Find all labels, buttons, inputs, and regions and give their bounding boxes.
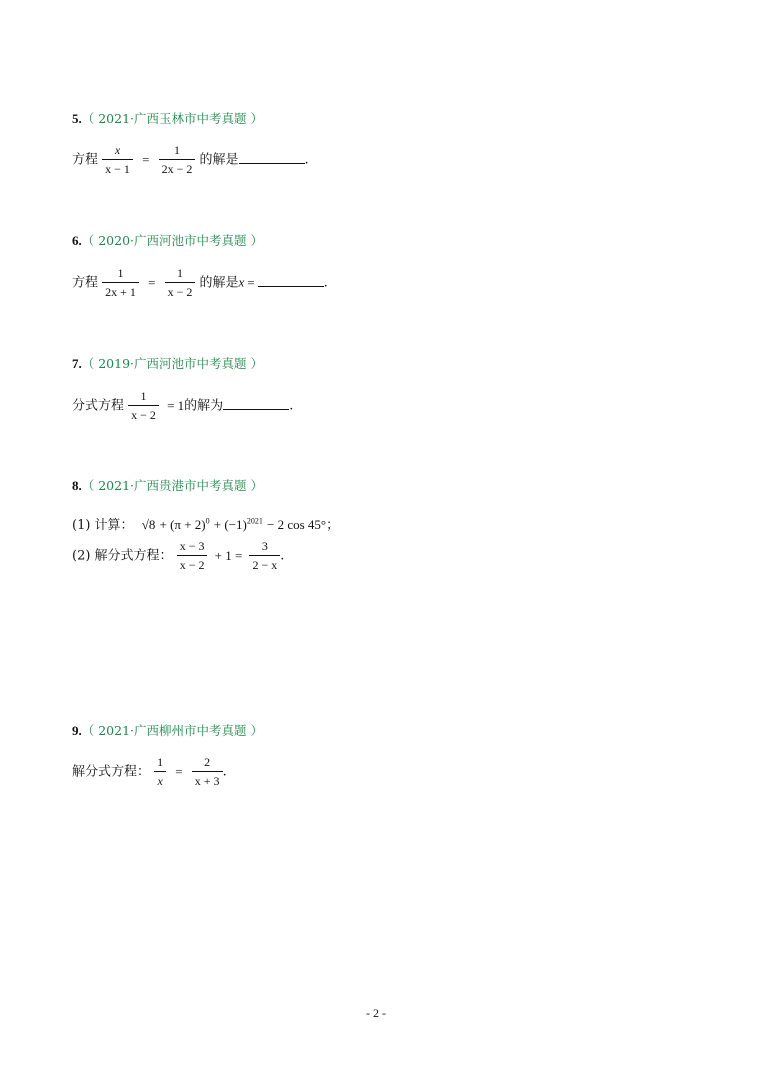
question-9-body bbox=[72, 755, 227, 789]
question-text: 解分式方程： bbox=[72, 764, 151, 780]
question-5-header bbox=[72, 109, 263, 127]
fraction-denominator: 2 − x bbox=[249, 555, 280, 573]
fraction-denominator: x − 2 bbox=[165, 282, 196, 300]
variable-x: x bbox=[238, 274, 245, 290]
fraction-lhs bbox=[102, 143, 133, 177]
question-text: 方程 bbox=[72, 152, 99, 168]
equals-sign: = bbox=[148, 274, 156, 290]
fraction-numerator: 1 bbox=[157, 755, 164, 769]
equals-sign: = bbox=[247, 274, 255, 290]
fraction-denominator: x − 2 bbox=[177, 555, 208, 573]
page-number: - 2 - bbox=[366, 1006, 386, 1020]
equation-middle: + 1 = bbox=[214, 547, 243, 563]
question-number: 8. bbox=[72, 478, 82, 493]
question-text: 分式方程 bbox=[72, 398, 125, 414]
question-source: （ 2019·广西河池市中考真题 ） bbox=[81, 356, 263, 371]
exponent: 0 bbox=[205, 516, 210, 526]
term: − 2 cos 45°； bbox=[266, 517, 340, 532]
fraction-numerator: 3 bbox=[261, 539, 268, 553]
question-source: （ 2021·广西柳州市中考真题 ） bbox=[81, 723, 263, 738]
question-6-body bbox=[72, 266, 328, 300]
question-8-part-2 bbox=[72, 539, 284, 573]
fraction-lhs bbox=[102, 266, 139, 300]
period: . bbox=[222, 764, 227, 780]
question-source: （ 2021·广西贵港市中考真题 ） bbox=[81, 478, 263, 493]
exponent: 2021 bbox=[246, 516, 263, 526]
question-9-header bbox=[72, 721, 263, 739]
fraction-numerator: 2 bbox=[204, 755, 211, 769]
fraction-rhs bbox=[159, 143, 196, 177]
fraction-numerator: x − 3 bbox=[179, 539, 205, 553]
fraction-lhs bbox=[128, 389, 159, 423]
equation-rest: = 1 bbox=[167, 397, 185, 413]
period: . bbox=[304, 152, 309, 168]
fraction-rhs bbox=[192, 755, 223, 789]
sqrt-term: √8 bbox=[141, 517, 156, 532]
question-number: 5. bbox=[72, 111, 82, 126]
fraction-numerator: 1 bbox=[173, 143, 180, 157]
question-8-header bbox=[72, 476, 263, 494]
question-number: 9. bbox=[72, 723, 82, 738]
question-7-body bbox=[72, 389, 293, 423]
question-5-body bbox=[72, 143, 309, 177]
fraction-lhs bbox=[154, 755, 166, 789]
question-source: （ 2020·广西河池市中考真题 ） bbox=[81, 233, 263, 248]
question-text: 的解是 bbox=[199, 275, 239, 291]
fraction-lhs bbox=[177, 539, 208, 573]
fraction-numerator: 1 bbox=[176, 266, 183, 280]
question-6-header bbox=[72, 231, 263, 249]
question-number: 7. bbox=[72, 356, 82, 371]
fraction-rhs bbox=[249, 539, 280, 573]
question-7-header bbox=[72, 354, 263, 372]
fraction-denominator: x bbox=[154, 771, 165, 789]
fraction-numerator: 1 bbox=[140, 389, 147, 403]
fraction-numerator: 1 bbox=[117, 266, 124, 280]
equals-sign: = bbox=[175, 763, 183, 779]
fraction-denominator: 2x + 1 bbox=[102, 282, 139, 300]
term: + (−1) bbox=[213, 517, 247, 532]
fraction-numerator: x bbox=[114, 143, 121, 157]
period: . bbox=[289, 398, 294, 414]
term: + (π + 2) bbox=[159, 517, 206, 532]
part-label: (2) 解分式方程： bbox=[72, 548, 173, 564]
answer-blank[interactable] bbox=[239, 151, 305, 164]
question-text: 的解是 bbox=[199, 152, 239, 168]
part-label: (1) 计算： bbox=[72, 518, 134, 533]
fraction-rhs bbox=[165, 266, 196, 300]
equals-sign: = bbox=[142, 151, 150, 167]
question-source: （ 2021·广西玉林市中考真题 ） bbox=[81, 111, 263, 126]
answer-blank[interactable] bbox=[223, 397, 289, 410]
fraction-denominator: x + 3 bbox=[192, 771, 223, 789]
fraction-denominator: 2x − 2 bbox=[159, 159, 196, 177]
period: . bbox=[280, 548, 285, 564]
fraction-denominator: x − 1 bbox=[102, 159, 133, 177]
question-number: 6. bbox=[72, 233, 82, 248]
question-text: 方程 bbox=[72, 275, 99, 291]
question-8-part-1 bbox=[72, 514, 339, 533]
answer-blank[interactable] bbox=[258, 274, 324, 287]
fraction-denominator: x − 2 bbox=[128, 405, 159, 423]
question-text: 的解为 bbox=[184, 398, 224, 414]
period: . bbox=[323, 275, 328, 291]
